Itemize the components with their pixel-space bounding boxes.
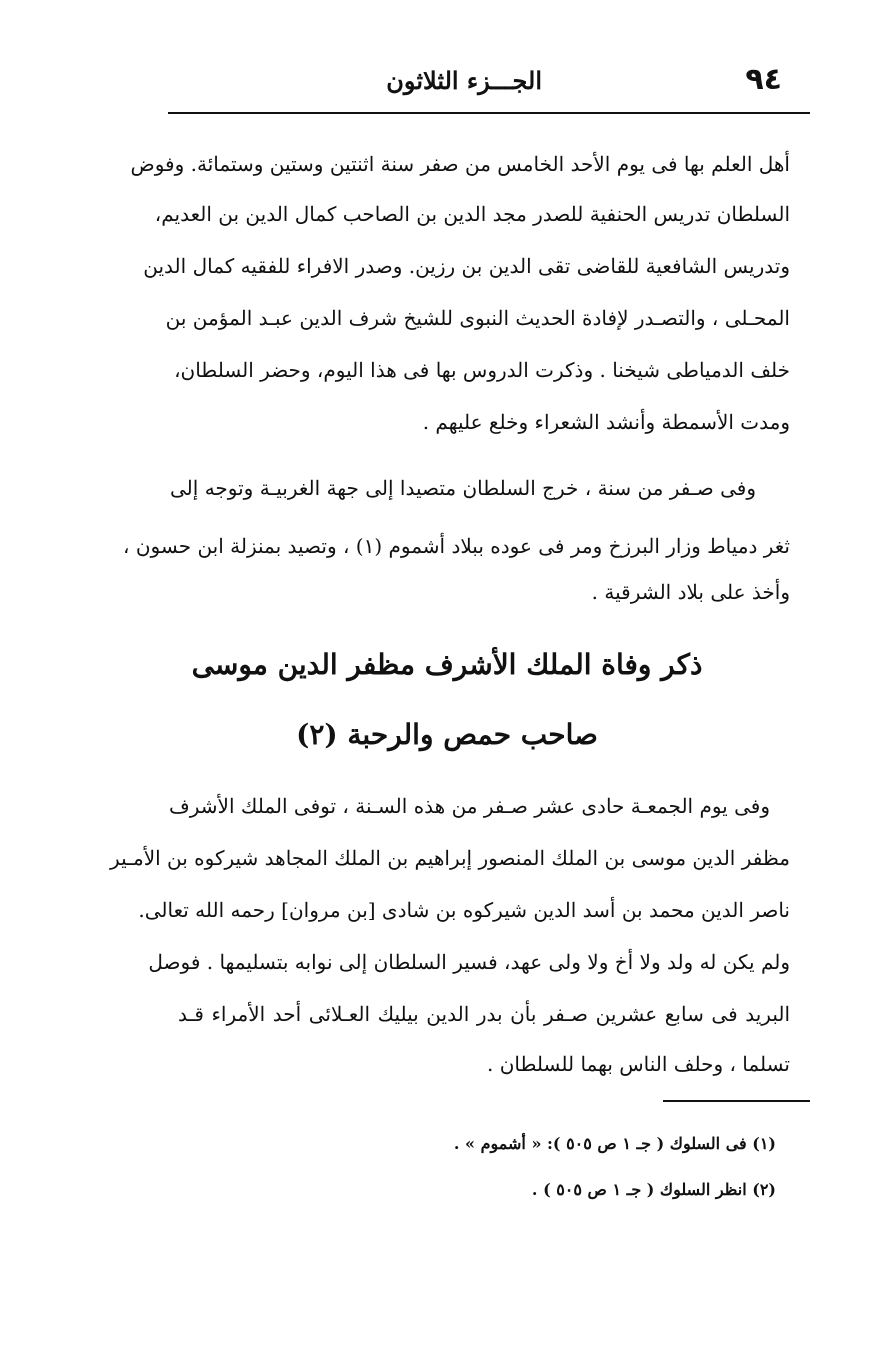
text-line: وأخذ على بلاد الشرقية . bbox=[591, 580, 790, 604]
page-number: ٩٤ bbox=[745, 62, 782, 97]
text-line: البريد فى سابع عشرين صـفر بأن بدر الدين بيليك العـلائى أحد الأمراء قـد bbox=[178, 1002, 790, 1026]
running-header bbox=[168, 62, 812, 102]
text-line: ناصر الدين محمد بن أسد الدين شيركوه بن شادى [بن مروان] رحمه الله تعالى. bbox=[138, 898, 790, 922]
text-line: ولم يكن له ولد ولا أخ ولا ولى عهد، فسير السلطان إلى نوابه بتسليمها . فوصل bbox=[148, 950, 790, 974]
header-rule bbox=[168, 112, 810, 114]
text-line: أهل العلم بها فى يوم الأحد الخامس من صفر سنة اثنتين وستين وستمائة. وفوض bbox=[130, 152, 790, 176]
text-line: ومدت الأسمطة وأنشد الشعراء وخلع عليهم . bbox=[422, 410, 790, 434]
text-line: تسلما ، وحلف الناس بهما للسلطان . bbox=[487, 1052, 790, 1076]
text-line: المحـلى ، والتصـدر لإفادة الحديث النبوى للشيخ شرف الدين عبـد المؤمن بن bbox=[165, 306, 790, 330]
text-line: السلطان تدريس الحنفية للصدر مجد الدين بن الصاحب كمال الدين بن العديم، bbox=[154, 202, 790, 226]
section-heading-line-1: ذكر وفاة الملك الأشرف مظفر الدين موسى bbox=[191, 648, 703, 681]
text-line: مظفر الدين موسى بن الملك المنصور إبراهيم بن الملك المجاهد شيركوه بن الأمـير bbox=[110, 846, 790, 870]
text-line: وفى صـفر من سنة ، خرج السلطان متصيدا إلى جهة الغربيـة وتوجه إلى bbox=[170, 476, 756, 500]
section-heading-line-2: صاحب حمص والرحبة (٢) bbox=[296, 718, 598, 751]
text-line: خلف الدمياطى شيخنا . وذكرت الدروس بها فى هذا اليوم، وحضر السلطان، bbox=[174, 358, 790, 382]
text-line: وفى يوم الجمعـة حادى عشر صـفر من هذه السـنة ، توفى الملك الأشرف bbox=[169, 794, 770, 818]
footnote-2: (٢) انظر السلوك ( جـ ١ ص ٥٠٥ ) . bbox=[531, 1180, 776, 1199]
footnote-rule bbox=[663, 1100, 810, 1102]
text-line: ثغر دمياط وزار البرزخ ومر فى عوده ببلاد أشموم (١) ، وتصيد بمنزلة ابن حسون ، bbox=[123, 534, 790, 558]
footnote-1: (١) فى السلوك ( جـ ١ ص ٥٠٥ ): « أشموم » . bbox=[453, 1134, 776, 1153]
part-title: الجـــزء الثلاثون bbox=[386, 66, 542, 95]
text-line: وتدريس الشافعية للقاضى تقى الدين بن رزين. وصدر الافراء للفقيه كمال الدين bbox=[143, 254, 790, 278]
